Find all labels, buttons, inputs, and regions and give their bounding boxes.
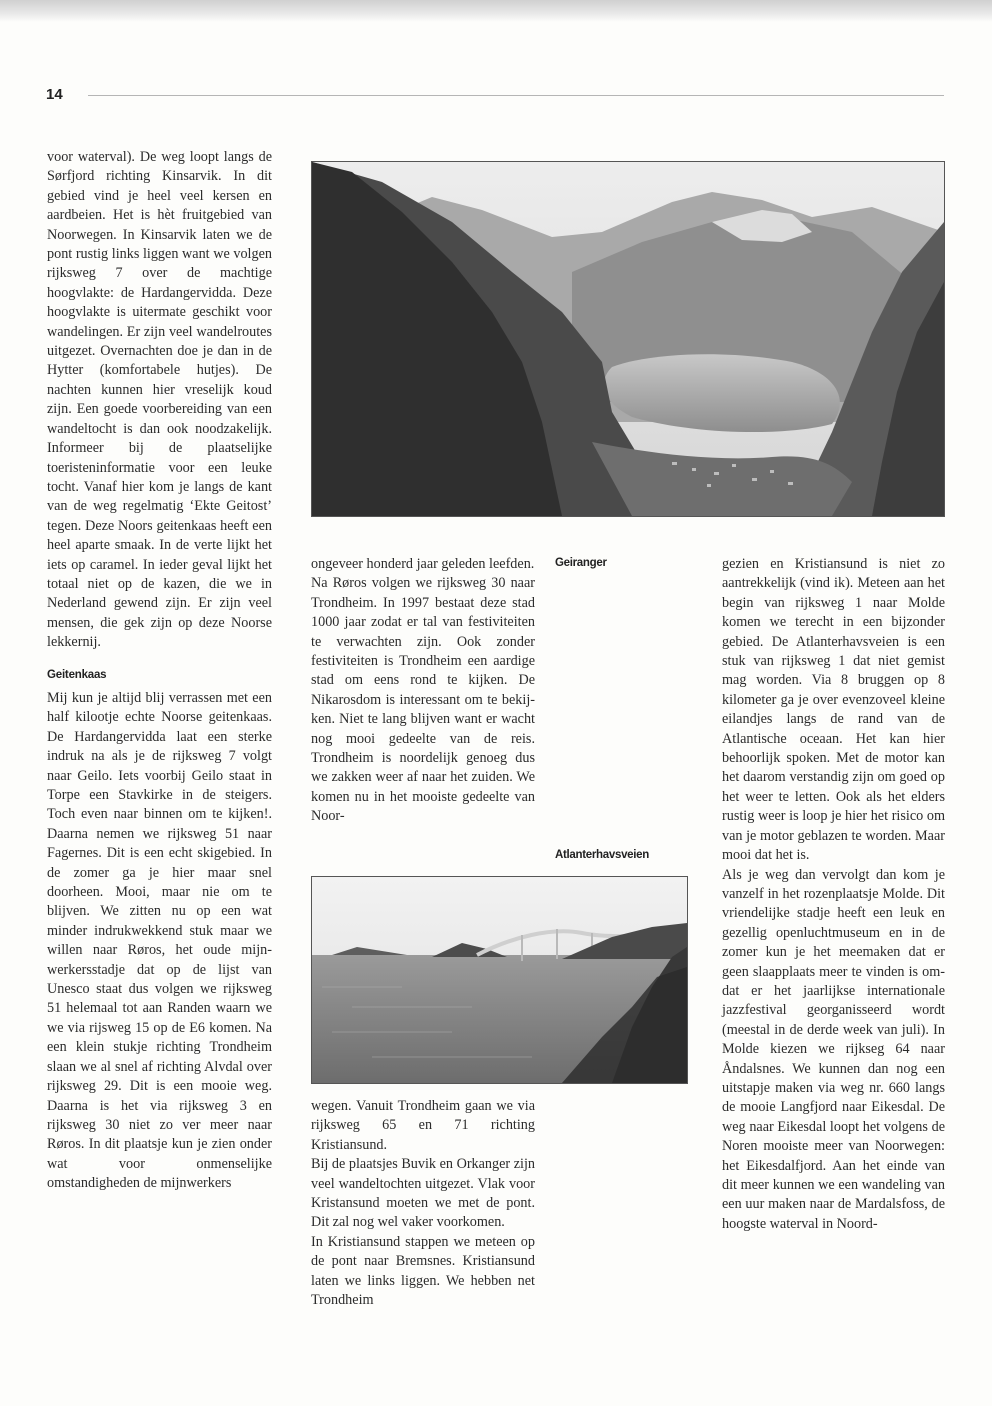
scan-edge — [0, 0, 992, 22]
photo-caption: Geiranger — [555, 557, 607, 569]
page-number: 14 — [46, 86, 63, 103]
fjord-photo — [311, 161, 945, 517]
photo-caption: Atlanterhavsveien — [555, 849, 649, 861]
column-2 — [311, 555, 535, 827]
paragraph: wegen. Vanuit Trondheim gaan we via rijksweg 65 en 71 richting Kristiansund. — [311, 1098, 535, 1153]
paragraph: In Kristiansund stappen we meteen op de pont naar Bremsnes. Kristiansund laten we links liggen. We hebben net Trondheim — [311, 1233, 535, 1309]
header-rule — [88, 95, 944, 96]
column-3 — [722, 555, 945, 1234]
paragraph: gezien en Kristiansund is niet zo aantrekkelijk (vind ik). Meteen aan het begin van rijksweg 1 naar Molde komen we terecht in een bijzonder gebied. De Atlanterhavsveien is een stuk van rijksweg 1 dat niet gemist mag worden. Via 8 bruggen op 8 kilometer ga je over evenzoveel kleine eilandjes langs de rand van de Atlantische oceaan. Het kan hier behoorlijk spoken. Met de motor kan het daarom verstandig zijn om goed op het weer te letten. Ook als het elders rustig weer is loop je hier het risico om van je motor geblazen te worden. Maar mooi dat het is. — [722, 556, 945, 864]
column-1 — [47, 148, 272, 1194]
paragraph: Bij de plaatsjes Buvik en Orkanger zijn veel wandeltochten uitgezet. Vlak voor Kristansund moeten we met de pont. Dit zal nog wel vaker voorkomen. — [311, 1156, 535, 1231]
paragraph: Na Røros volgen we rijksweg 30 naar Trondheim. In 1997 bestaat deze stad 1000 jaar zodat er tal van festiviteiten te verwachten zijn. Ook zonder festiviteiten is Trondheim een aardige stad om eens rond te kijken. De Nikarosdom is interessant om te bekijken. Niet te lang blijven want er wacht nog mooi gedeelte van de reis. Trondheim is noordelijk genoeg dus we zakken weer af naar het zuiden. We komen nu in het mooiste gedeelte van Noor- — [311, 575, 535, 825]
paragraph: voor waterval). De weg loopt langs de Sørfjord richting Kinsarvik. In dit gebied vind je heel veel kersen en aardbeien. Het is hèt fruitgebied van Noorwegen. In Kinsarvik laten we de pont rustig links liggen want we volgen rijksweg 7 over de machtige hoogvlakte: de Hardangervidda. Deze hoogvlakte is uitermate geschikt voor wandelingen. Er zijn veel wandelroutes uitgezet. Overnachten doe je dan in de Hytter (komfortabele hutjes). De nachten kunnen hier vreselijk koud zijn. Een goede voorbereiding van een wandeltocht is dan ook noodzakelijk. Informeer bij de plaatselijke toeristeninformatie voor een leuke tocht. Vanaf hier kom je langs de kant van de weg regelmatig ‘Ekte Geitost’ tegen. Deze Noors geitenkaas heeft een heel aparte smaak. In de verte lijkt het iets op caramel. In ieder geval lijkt het totaal niet op de kazen, die we in Nederland gewend zijn. Er zijn veel mensen, die gek zijn op deze Noorse lekkernij. — [47, 149, 272, 651]
paragraph: ongeveer honderd jaar geleden leefden. — [311, 556, 535, 572]
paragraph: Mij kun je altijd blij verrassen met een half kilootje echte Noorse geitenkaas. De Hardangervidda laat een sterke indruk na als je de rijksweg 7 volgt naar Geilo. Iets voorbij Geilo staat in Torpe een Stavkirke in de steigers. Toch even naar binnen om te kijken!. Daarna nemen we rijksweg 51 naar Fagernes. Dit is een echt skigebied. In de zomer ga je hier maar snel doorheen. Mooi, maar nie om te blijven. We zitten nu op een wat minder indrukwekkend stuk maar we willen naar Røros, het oude mijnwerkersstadje dat op de lijst van Unesco staat dus volgen we rijksweg 51 helemaal tot aan Randen waarn we we via rijsweg 15 op de E6 komen. Na een klein stukje richting Trondheim slaan we al snel af richting Alvdal over rijksweg 29. Dit is een mooie weg. Daarna is het via rijksweg 3 en rijksweg 30 niet zo ver meer naar Røros. In dit plaatsje kun je zien onder wat voor onmenselijke omstandigheden de mijnwerkers — [47, 689, 272, 1192]
column-2-continued — [311, 1097, 535, 1310]
paragraph: Als je weg dan vervolgt dan kom je vanzelf in het rozenplaatsje Molde. Dit vriendelijke stadje heeft een leuk en gezellig openluchtmuseum en in de zomer kun je het meemaken dat er geen slaapplaats meer te vinden is omdat er het jaarlijkse internationale jazzfestival georganisseerd wordt (meestal in de derde week van juli). In Molde kiezen we rijkseg 64 naar Åndalsnes. We kunnen dan nog een uitstapje maken via weg nr. 660 langs de mooie Langfjord naar Eikesdal. De weg naar Eikesdal loopt het volgens de Noren mooiste meer van Noorwegen: het Eikesdalfjord. Aan het einde van dit meer kunnen we een wandeling van een uur maken naar de Mardalsfoss, de hoogste waterval in Noord- — [722, 866, 945, 1232]
section-heading: Geitenkaas — [47, 668, 107, 681]
bridge-photo — [311, 876, 688, 1084]
